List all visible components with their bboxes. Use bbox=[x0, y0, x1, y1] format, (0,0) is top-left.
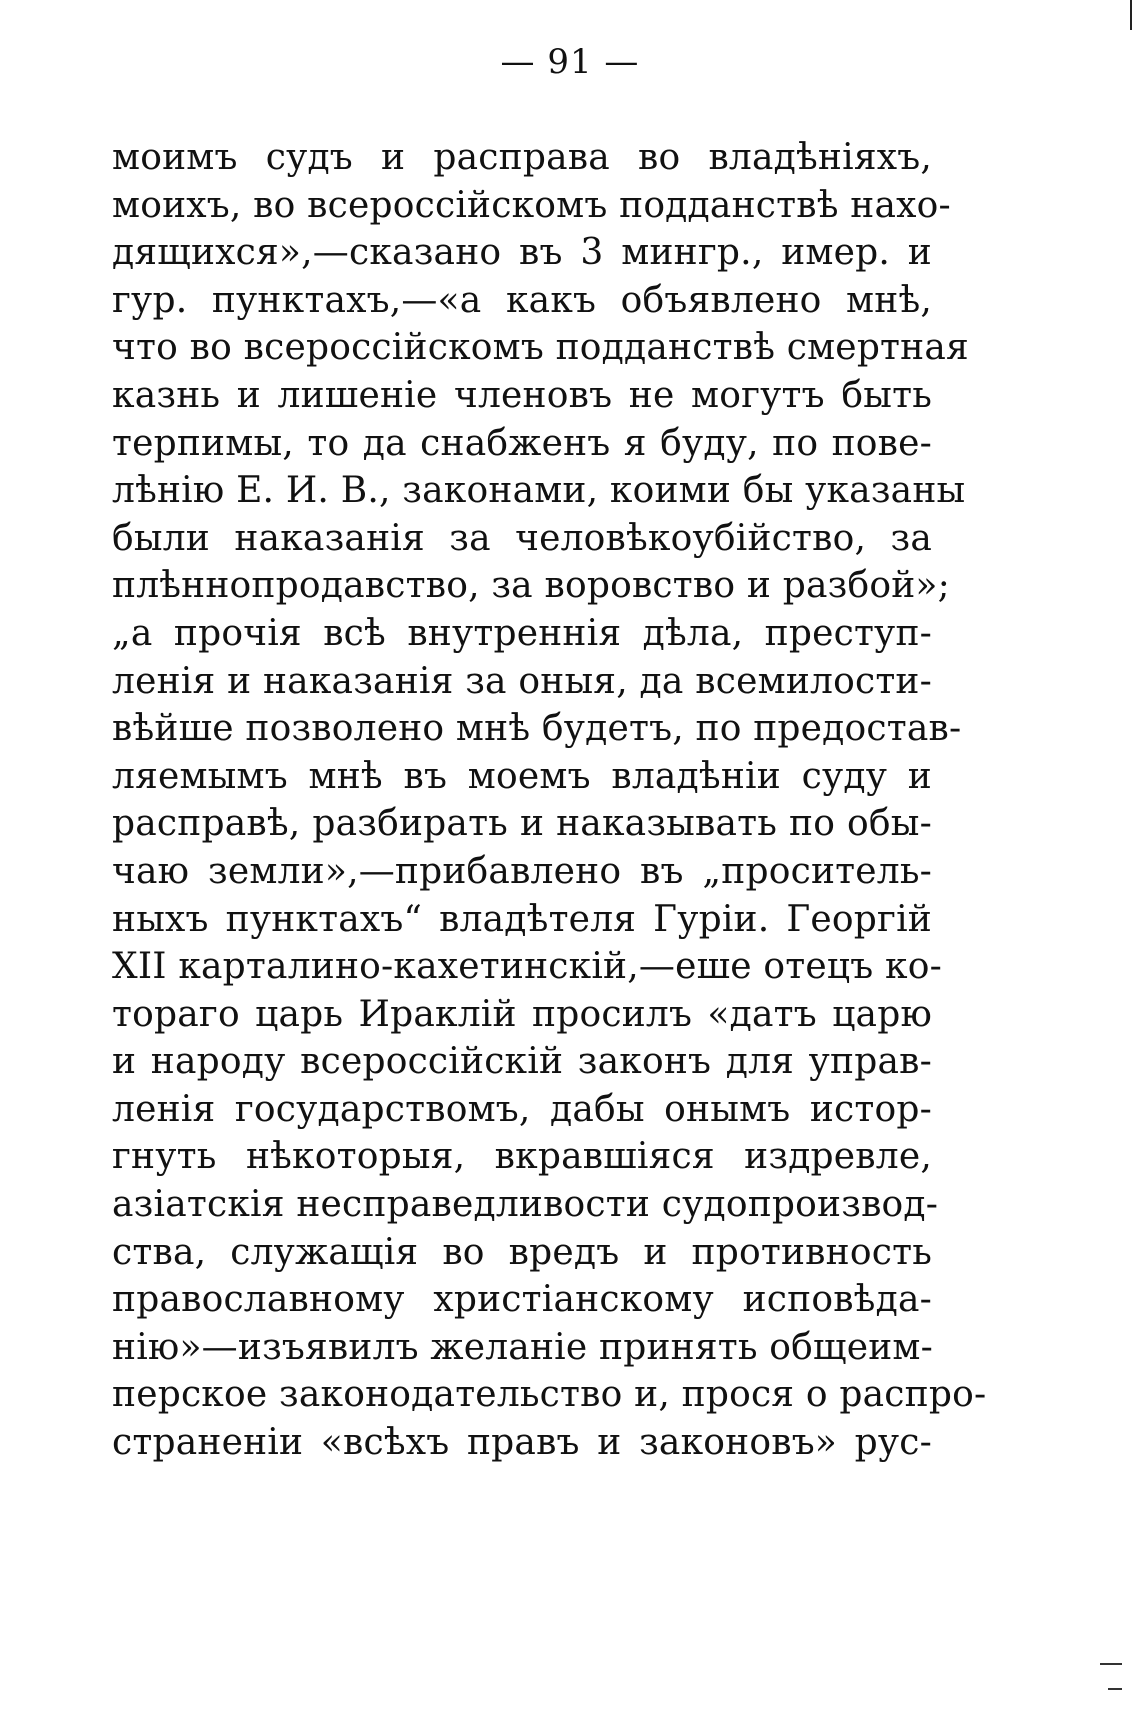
page-number: — 91 — bbox=[500, 42, 640, 82]
text-line: „а прочія всѣ внутреннія дѣла, преступ- bbox=[112, 612, 932, 654]
text-line: перское законодательство и, прося о распро- bbox=[112, 1374, 987, 1416]
text-line: что во всероссійскомъ подданствѣ смертная bbox=[112, 327, 969, 369]
text-line: моихъ, во всероссійскомъ подданствѣ нахо- bbox=[112, 184, 951, 226]
text-line: ства, служащія во вредъ и противность bbox=[112, 1231, 932, 1273]
text-line: православному христіанскому исповѣда- bbox=[112, 1279, 932, 1321]
text-line: XII карталино-кахетинскій,—еше отецъ ко- bbox=[112, 946, 942, 988]
text-line: плѣннопродавство, за воровство и разбой»; bbox=[112, 565, 950, 607]
text-line: дящихся»,—сказано въ 3 мингр., имер. и bbox=[112, 232, 932, 274]
text-line: чаю земли»,—прибавлено въ „проситель- bbox=[112, 850, 932, 892]
text-line: и народу всероссійскій законъ для управ- bbox=[112, 1041, 932, 1083]
text-line: ленія и наказанія за оныя, да всемилости- bbox=[112, 660, 932, 702]
text-line: страненіи «всѣхъ правъ и законовъ» рус- bbox=[112, 1422, 932, 1464]
text-line: расправѣ, разбирать и наказывать по обы- bbox=[112, 803, 932, 845]
body-text bbox=[112, 134, 987, 1467]
text-line: моимъ судъ и расправа во владѣніяхъ, bbox=[112, 137, 932, 178]
text-line: азіатскія несправедливости судопроизвод- bbox=[112, 1184, 939, 1226]
text-line: были наказанія за человѣкоубійство, за bbox=[112, 517, 932, 559]
text-line: ляемымъ мнѣ въ моемъ владѣніи суду и bbox=[112, 755, 932, 797]
page-edge-mark bbox=[1100, 1663, 1122, 1665]
text-line: гур. пунктахъ,—«а какъ объявлено мнѣ, bbox=[112, 279, 932, 321]
text-line: ныхъ пунктахъ“ владѣтеля Гуріи. Георгій bbox=[112, 898, 932, 940]
text-line: вѣйше позволено мнѣ будетъ, по предостав- bbox=[112, 708, 962, 750]
text-line: казнь и лишеніе членовъ не могутъ быть bbox=[112, 374, 932, 416]
text-line: лѣнію Е. И. В., законами, коими бы указаны bbox=[112, 470, 966, 512]
text-line: тораго царь Ираклій просилъ «датъ царю bbox=[112, 993, 932, 1035]
page-edge-mark bbox=[1108, 1688, 1122, 1690]
text-line: нію»—изъявилъ желаніе принять общеим- bbox=[112, 1326, 933, 1368]
text-line: ленія государствомъ, дабы онымъ истор- bbox=[112, 1088, 932, 1130]
page-edge-mark bbox=[1130, 0, 1132, 30]
text-line: терпимы, то да снабженъ я буду, по пове- bbox=[112, 422, 932, 464]
text-line: гнуть нѣкоторыя, вкравшіяся издревле, bbox=[112, 1136, 932, 1178]
